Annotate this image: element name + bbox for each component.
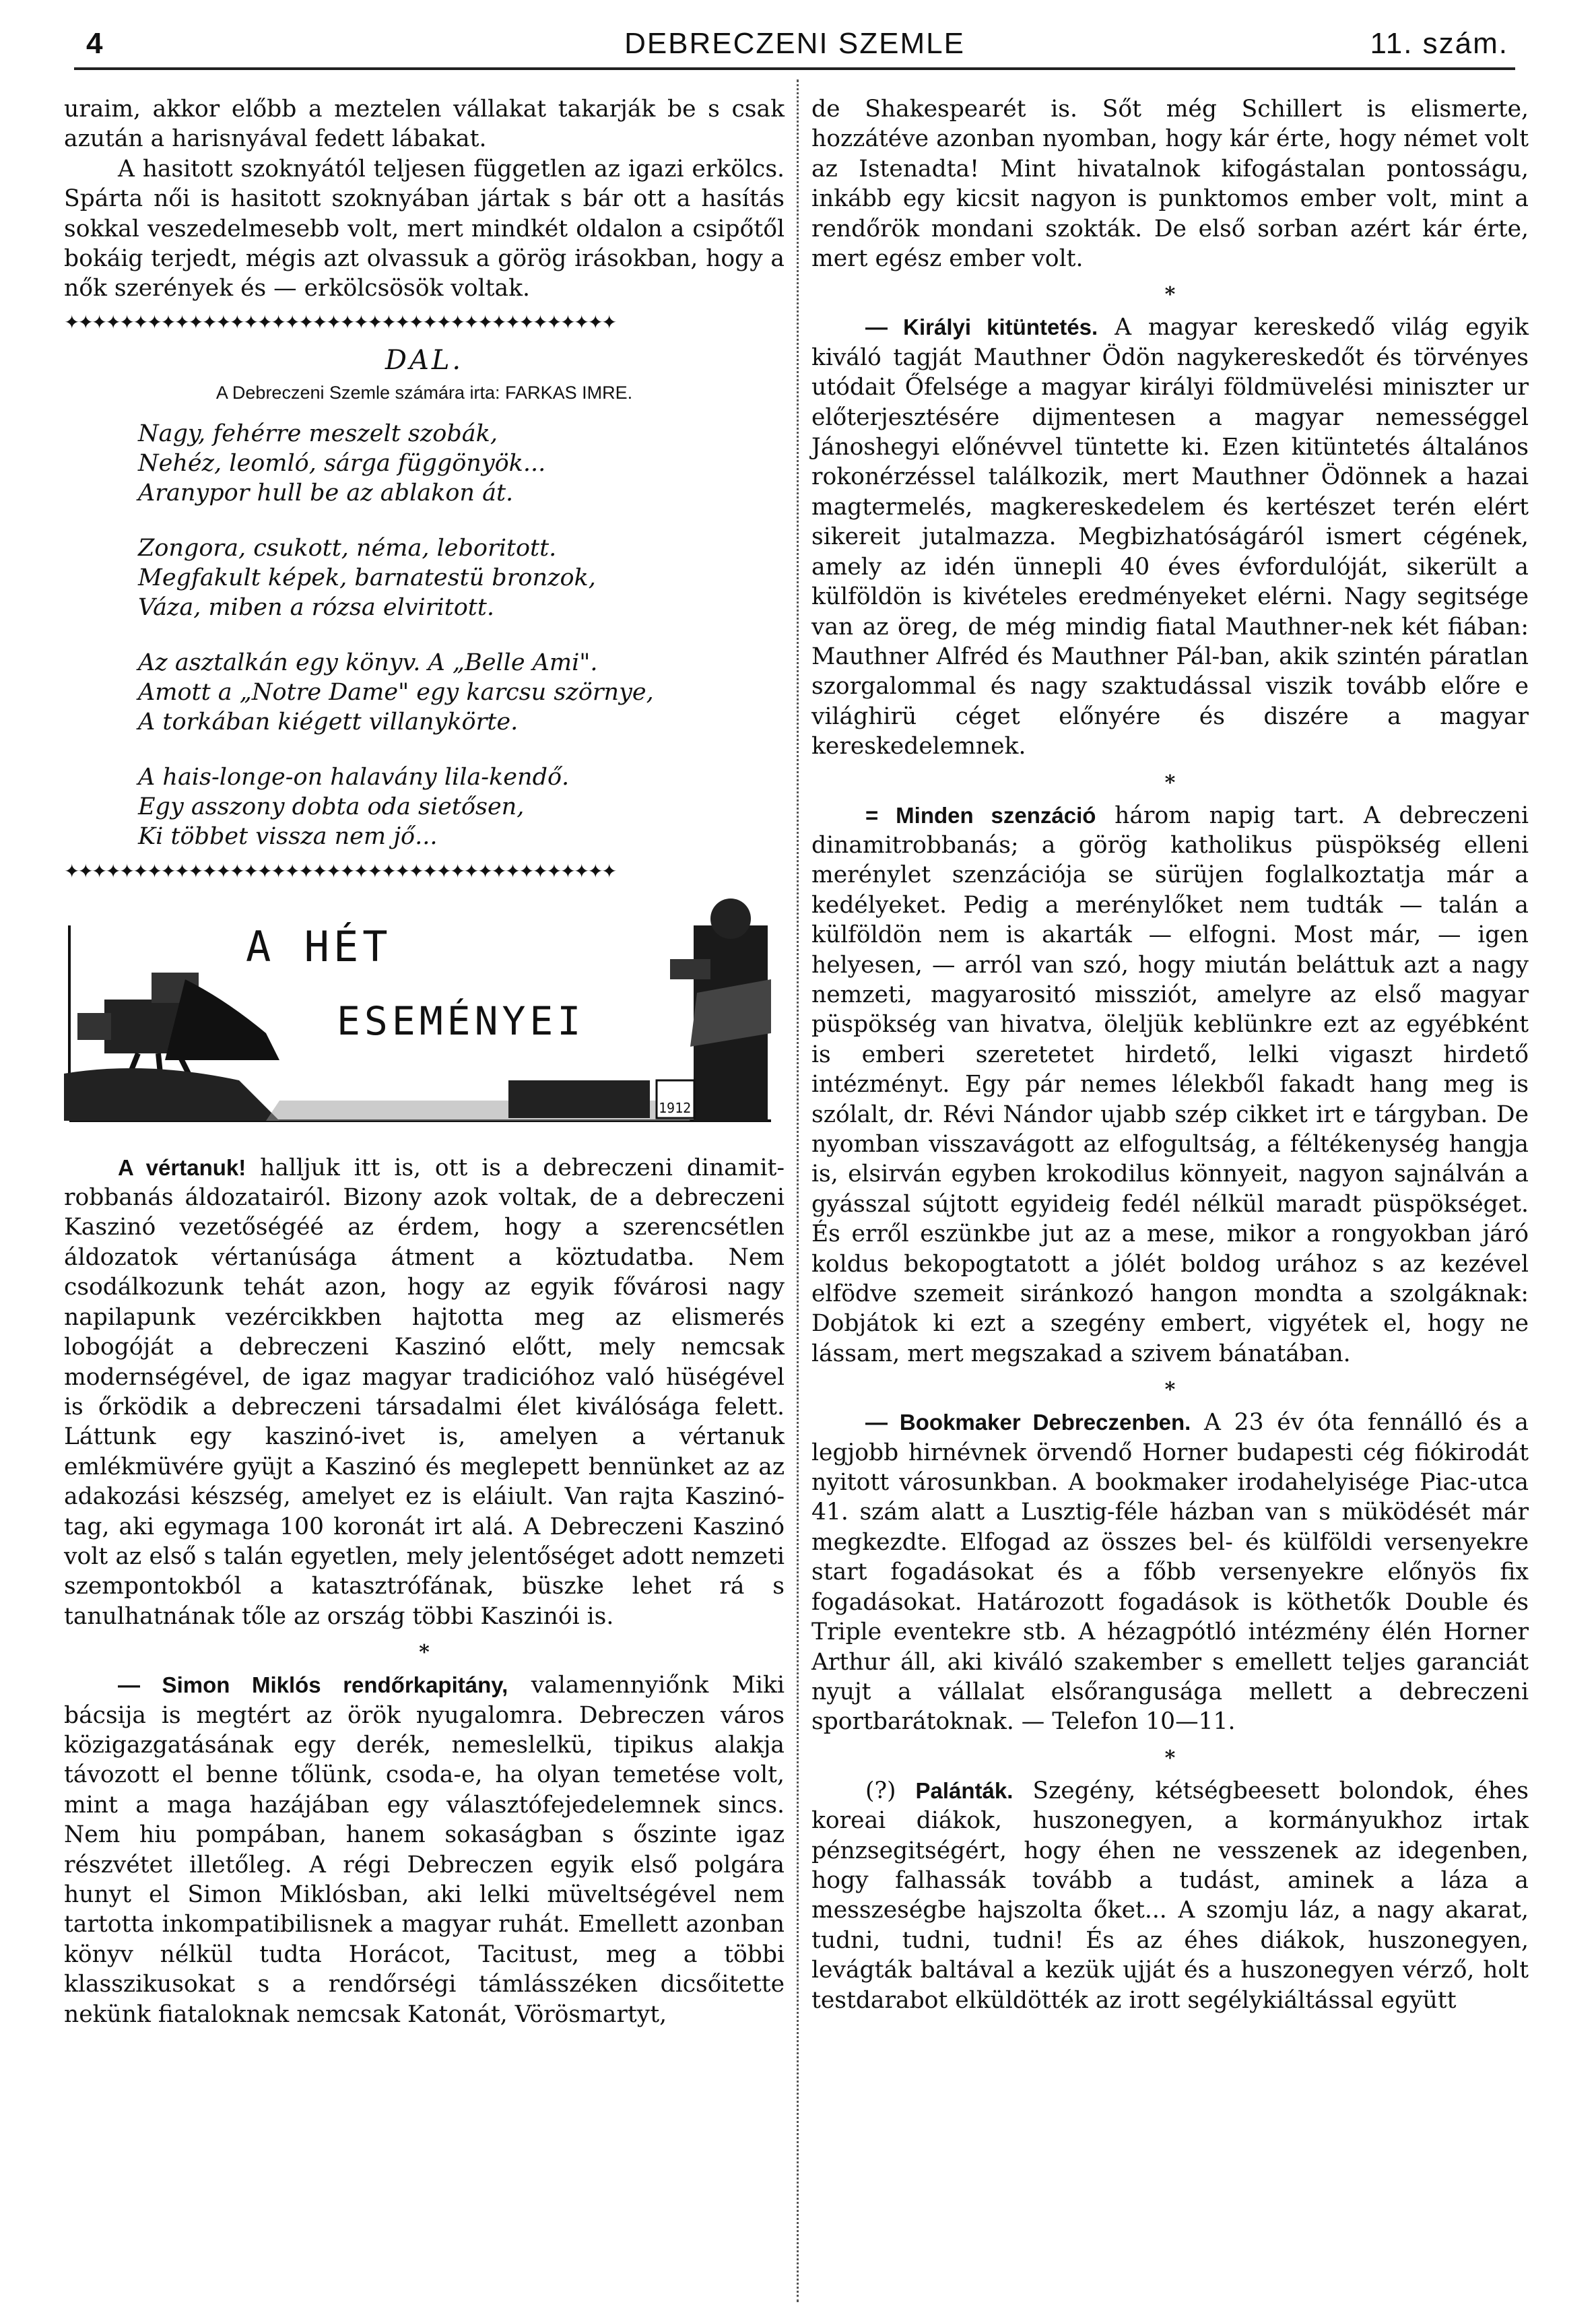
article-palantak-text: Szegény, kétségbeesett bolondok, éhes koreai diákok, huszonegyen, a kormányukhoz irtak pénzsegitségért, hogy éhen ne vesszenek az idegenben, hogy falhassák tovább a tudást, aminek a láza a messzeségbe hajszolta őket... A szomju láz, a nagy akarat, tudni, tudni, tudni! És az éhes diákok, huszonegyen, levágták baltával a kezük ujját és a huszonegyen vérző, holt testdarabot elküldötték az irott segélykiáltással együtt [811, 1777, 1529, 2014]
article-bookmaker-heading: — Bookmaker Debreczenben. [865, 1410, 1191, 1435]
article-kiralyi-heading: — Királyi kitüntetés. [865, 315, 1098, 340]
poem-line: Az asztalkán egy könyv. A „Belle Ami". [138, 649, 598, 676]
article-vertanuk [64, 1153, 785, 1632]
poem-line: Megfakult képek, barnatestü bronzok, [138, 564, 596, 591]
section-separator-star: * [419, 1641, 430, 1665]
masthead-title: DEBRECZENI SZEMLE [624, 27, 965, 60]
section-separator-star: * [1164, 771, 1176, 795]
poem-line: A torkában kiégett villanykörte. [138, 708, 519, 735]
article-vertanuk-heading: A vértanuk! [118, 1154, 246, 1180]
poem-stanza-4 [138, 762, 785, 851]
camera-illustration [64, 973, 279, 1121]
poem-title: DAL. [385, 344, 464, 376]
article-simon-heading: — Simon Miklós rendőrkapitány, [118, 1672, 508, 1698]
intro-paragraph-2: A hasitott szoknyától teljesen független az igazi erkölcs. Spárta női is hasitott szoknyában jártak s bár ott a hasítás sokkal veszedelmesebb volt, mert mindkét oldalon a csipőtől bokáig terjedt, mégis azt olvassuk a görög irásokban, hogy a nők szerények és — erkölcsösök voltak. [64, 155, 785, 302]
poem-stanza-2 [138, 533, 785, 622]
article-simon-text: valamennyiőnk Miki bácsija is megtért az örök nyugalomra. Debreczen város közigazgatásának egy derék, nemeslelkü, tipikus alakja távozott el benne tőlünk, csoda-e, ha olyan temetése volt, mint a maga hazájában egy választófejedelemnek sincs. Nem hiu pompában, hanem sokaságban s őszinte igaz részvétet illetőleg. A régi Debreczen egyik első polgára hunyt el Simon Miklósban, aki lelki müveltségével nem tartotta inkompatibilisnek a magyar ruhát. Emellett azonban könyv nélkül tudta Horácot, Tacitust, meg a többi klasszikusokat s a rendőrségi támlásszéken dicsőitette nekünk fiataloknak nemcsak Katonát, Vörösmartyt, [64, 1672, 785, 2028]
article-kiralyi [811, 313, 1529, 761]
issue-number: 11. szám. [1370, 27, 1508, 60]
header-rule [74, 67, 1515, 70]
page-number: 4 [86, 27, 104, 60]
poem-line: A hais-longe-on halavány lila-kendő. [138, 763, 570, 791]
banner-title-line1: A HÉT [246, 921, 392, 971]
poem-line: Nehéz, leomló, sárga függönyök... [138, 449, 546, 477]
intro-paragraph-1: uraim, akkor előbb a meztelen vállakat takarják be s csak azután a harisnyával fedett lábakat. [64, 96, 785, 153]
ornament-divider: ✦✦✦✦✦✦✦✦✦✦✦✦✦✦✦✦✦✦✦✦✦✦✦✦✦✦✦✦✦✦✦✦✦✦✦✦✦✦✦✦ [64, 859, 616, 882]
article-palantak [811, 1776, 1529, 2015]
section-separator-star: * [1164, 1746, 1176, 1770]
article-szenzacio [811, 801, 1529, 1369]
article-szenzacio-heading: = Minden szenzáció [865, 802, 1096, 828]
section-separator-star: * [1164, 283, 1176, 307]
article-simon [64, 1670, 785, 2029]
page-header [81, 27, 1508, 67]
poem-stanza-1 [138, 419, 785, 508]
poem-line: Váza, miben a rózsa elviritott. [138, 593, 495, 621]
poem-line: Aranypor hull be az ablakon át. [138, 479, 514, 506]
article-bookmaker [811, 1408, 1529, 1736]
left-column [64, 94, 785, 2029]
column-divider [797, 79, 799, 2302]
article-shakespeare-continuation: de Shakespearét is. Sőt még Schillert is elismerte, hozzátéve azonban nyomban, hogy kár érte, hogy német volt az Istenadta! Mint hivatalnok kifogástalan pontosságu, inkább egy kicsit nagyon is punktomos ember volt, mint a rendőrök mondani szokták. De első sorban azért kár érte, mert egész ember volt. [811, 96, 1529, 273]
banner-title-line2: ESEMÉNYEI [337, 998, 585, 1044]
poem-stanza-3 [138, 648, 785, 737]
ornament-divider: ✦✦✦✦✦✦✦✦✦✦✦✦✦✦✦✦✦✦✦✦✦✦✦✦✦✦✦✦✦✦✦✦✦✦✦✦✦✦✦✦ [64, 310, 616, 333]
banner-stamp: 1912. [659, 1099, 700, 1116]
right-column [811, 94, 1529, 2015]
article-bookmaker-text: A 23 év óta fennálló és a legjobb hirnévnek örvendő Horner budapesti cég fiókirodát nyitott városunkban. A bookmaker irodahelyisége Piac-utca 41. szám alatt a Lusztig-féle házban van s müködését már megkezdte. Elfogad az összes bel- és külföldi versenyekre start fogadásokat és a főbb versenyekre előnyös fix fogadásokat. Határozott fogadások is köthetők Double és Triple eventekre stb. A hézagpótló intézmény élén Horner Arthur áll, aki kiváló szakember s emellett teljes garanciát nyujt a vállalat elsőrangusága mellett a debreczeni sportbarátoknak. — Telefon 10—11. [811, 1409, 1529, 1736]
poem-line: Ki többet vissza nem jő... [138, 822, 438, 850]
section-separator-star: * [1164, 1378, 1176, 1402]
poem-byline: A Debreczeni Szemle számára irta: FARKAS IMRE. [215, 383, 633, 403]
article-vertanuk-text: halljuk itt is, ott is a debreczeni dinamit-robbanás áldozatairól. Bizony azok voltak, de a debreczeni Kaszinó vezetőségéé az érdem, hogy a szerencsétlen áldozatok vértanúsága átment a köztudatba. Nem csodálkozunk tehát azon, hogy az egyik fővárosi nagy napilapunk vezércikkben hajtotta meg az elismerés lobogóját a debreczeni Kaszinó előtt, mely nemcsak modernségével, de igaz magyar tradicióhoz való hüségével is őrködik a debreczeni társadalmi élet kiválósága felett. Láttunk egy kaszinó-ivet is, amelyen a vértanuk emlékmüvére gyüjt a Kaszinó és meglepett bennünket az az adakozási készség, amelyet ez is eláiult. Van rajta Kaszinó-tag, aki egymaga 100 koronát irt alá. A Debreczeni Kaszinó volt az első s talán egyetlen, mely jelentőséget adott nemzeti szempontokból a katasztrófának, büszke lehet rá s tanulhatnának tőle az ország többi Kaszinói is. [64, 1154, 785, 1630]
poem-line: Nagy, fehérre meszelt szobák, [138, 420, 498, 447]
article-kiralyi-text: A magyar kereskedő világ egyik kiváló tagját Mauthner Ödön nagykereskedőt és törvényes utódait Őfelsége a magyar királyi földmüvelési miniszter ur előterjesztésére dijmentesen a magyar nemességgel Jánoshegyi előnévvel tüntette ki. Ezen kitüntetés általános rokonérzéssel találkozik, mert Mauthner Ödönnek a hazai magtermelés, magkereskedelem és kertészet terén elért sikereit jutalmazza. Megbizhatóságáról ismert cégének, amely az idén ünnepli 40 éves évfordulóját, sikerült a külföldön is kivételes eredményeket elérni. Nagy segitsége van az öreg, de még mindig fiatal Mauthner-nek két fiában: Mauthner Alfréd és Mauthner Pál-ban, akik szintén páratlan szorgalommal és nagy szaktudással viszik tovább előre e világhirü céget előnyére és diszére a magyar kereskedelemnek. [811, 314, 1529, 760]
article-palantak-heading: Palánták. [915, 1777, 1013, 1803]
section-banner [64, 898, 778, 1141]
poem-line: Egy asszony dobta oda sietősen, [138, 793, 525, 820]
poem-line: Amott a „Notre Dame" egy karcsu szörnye, [138, 678, 654, 706]
article-szenzacio-text: három napig tart. A debreczeni dinamitrobbanás; a görög katholikus püspökség elleni merénylet szenzációja se sürüjen foglalkoztatja már a kedélyeket. Pedig a merénylőket nem tudták — talán a külföldön nem is akarták — elfogni. Most már, — igen helyesen, — arról van szó, hogy miután beláttuk azt a nagy nemzeti, magyarositó missziót, amelyre az első magyar püspökség van hivatva, öleljük keblünkre ezt az egyébként is emberi szeretetet hirdető, lelki vigaszt hirdető intézményt. Egy pár nemes lélekből fakadt hang meg is szólalt, dr. Révi Nándor ujabb szép cikket irt e tárgyban. De nyomban visszavágott az elfogultság, a féltékenység hangja is, elsirván egyben krokodilus könnyeit, nagyon sajnálván a gyásszal sújtott egyideig fedél nélkül maradt püspökséget. És erről eszünkbe jut az a mese, mikor a rongyokban járó koldus bekopogtatott a jólét boldog urához s az kezével elfödve szemeit siránkozó hangon mondta a szolgáknak: Dobjátok ki ezt a szegény embert, vigyétek el, hogy ne lássam, mert megszakad a szivem bánatában. [811, 802, 1529, 1367]
article-palantak-prefix: (?) [865, 1777, 896, 1804]
poem-line: Zongora, csukott, néma, leboritott. [138, 534, 557, 562]
